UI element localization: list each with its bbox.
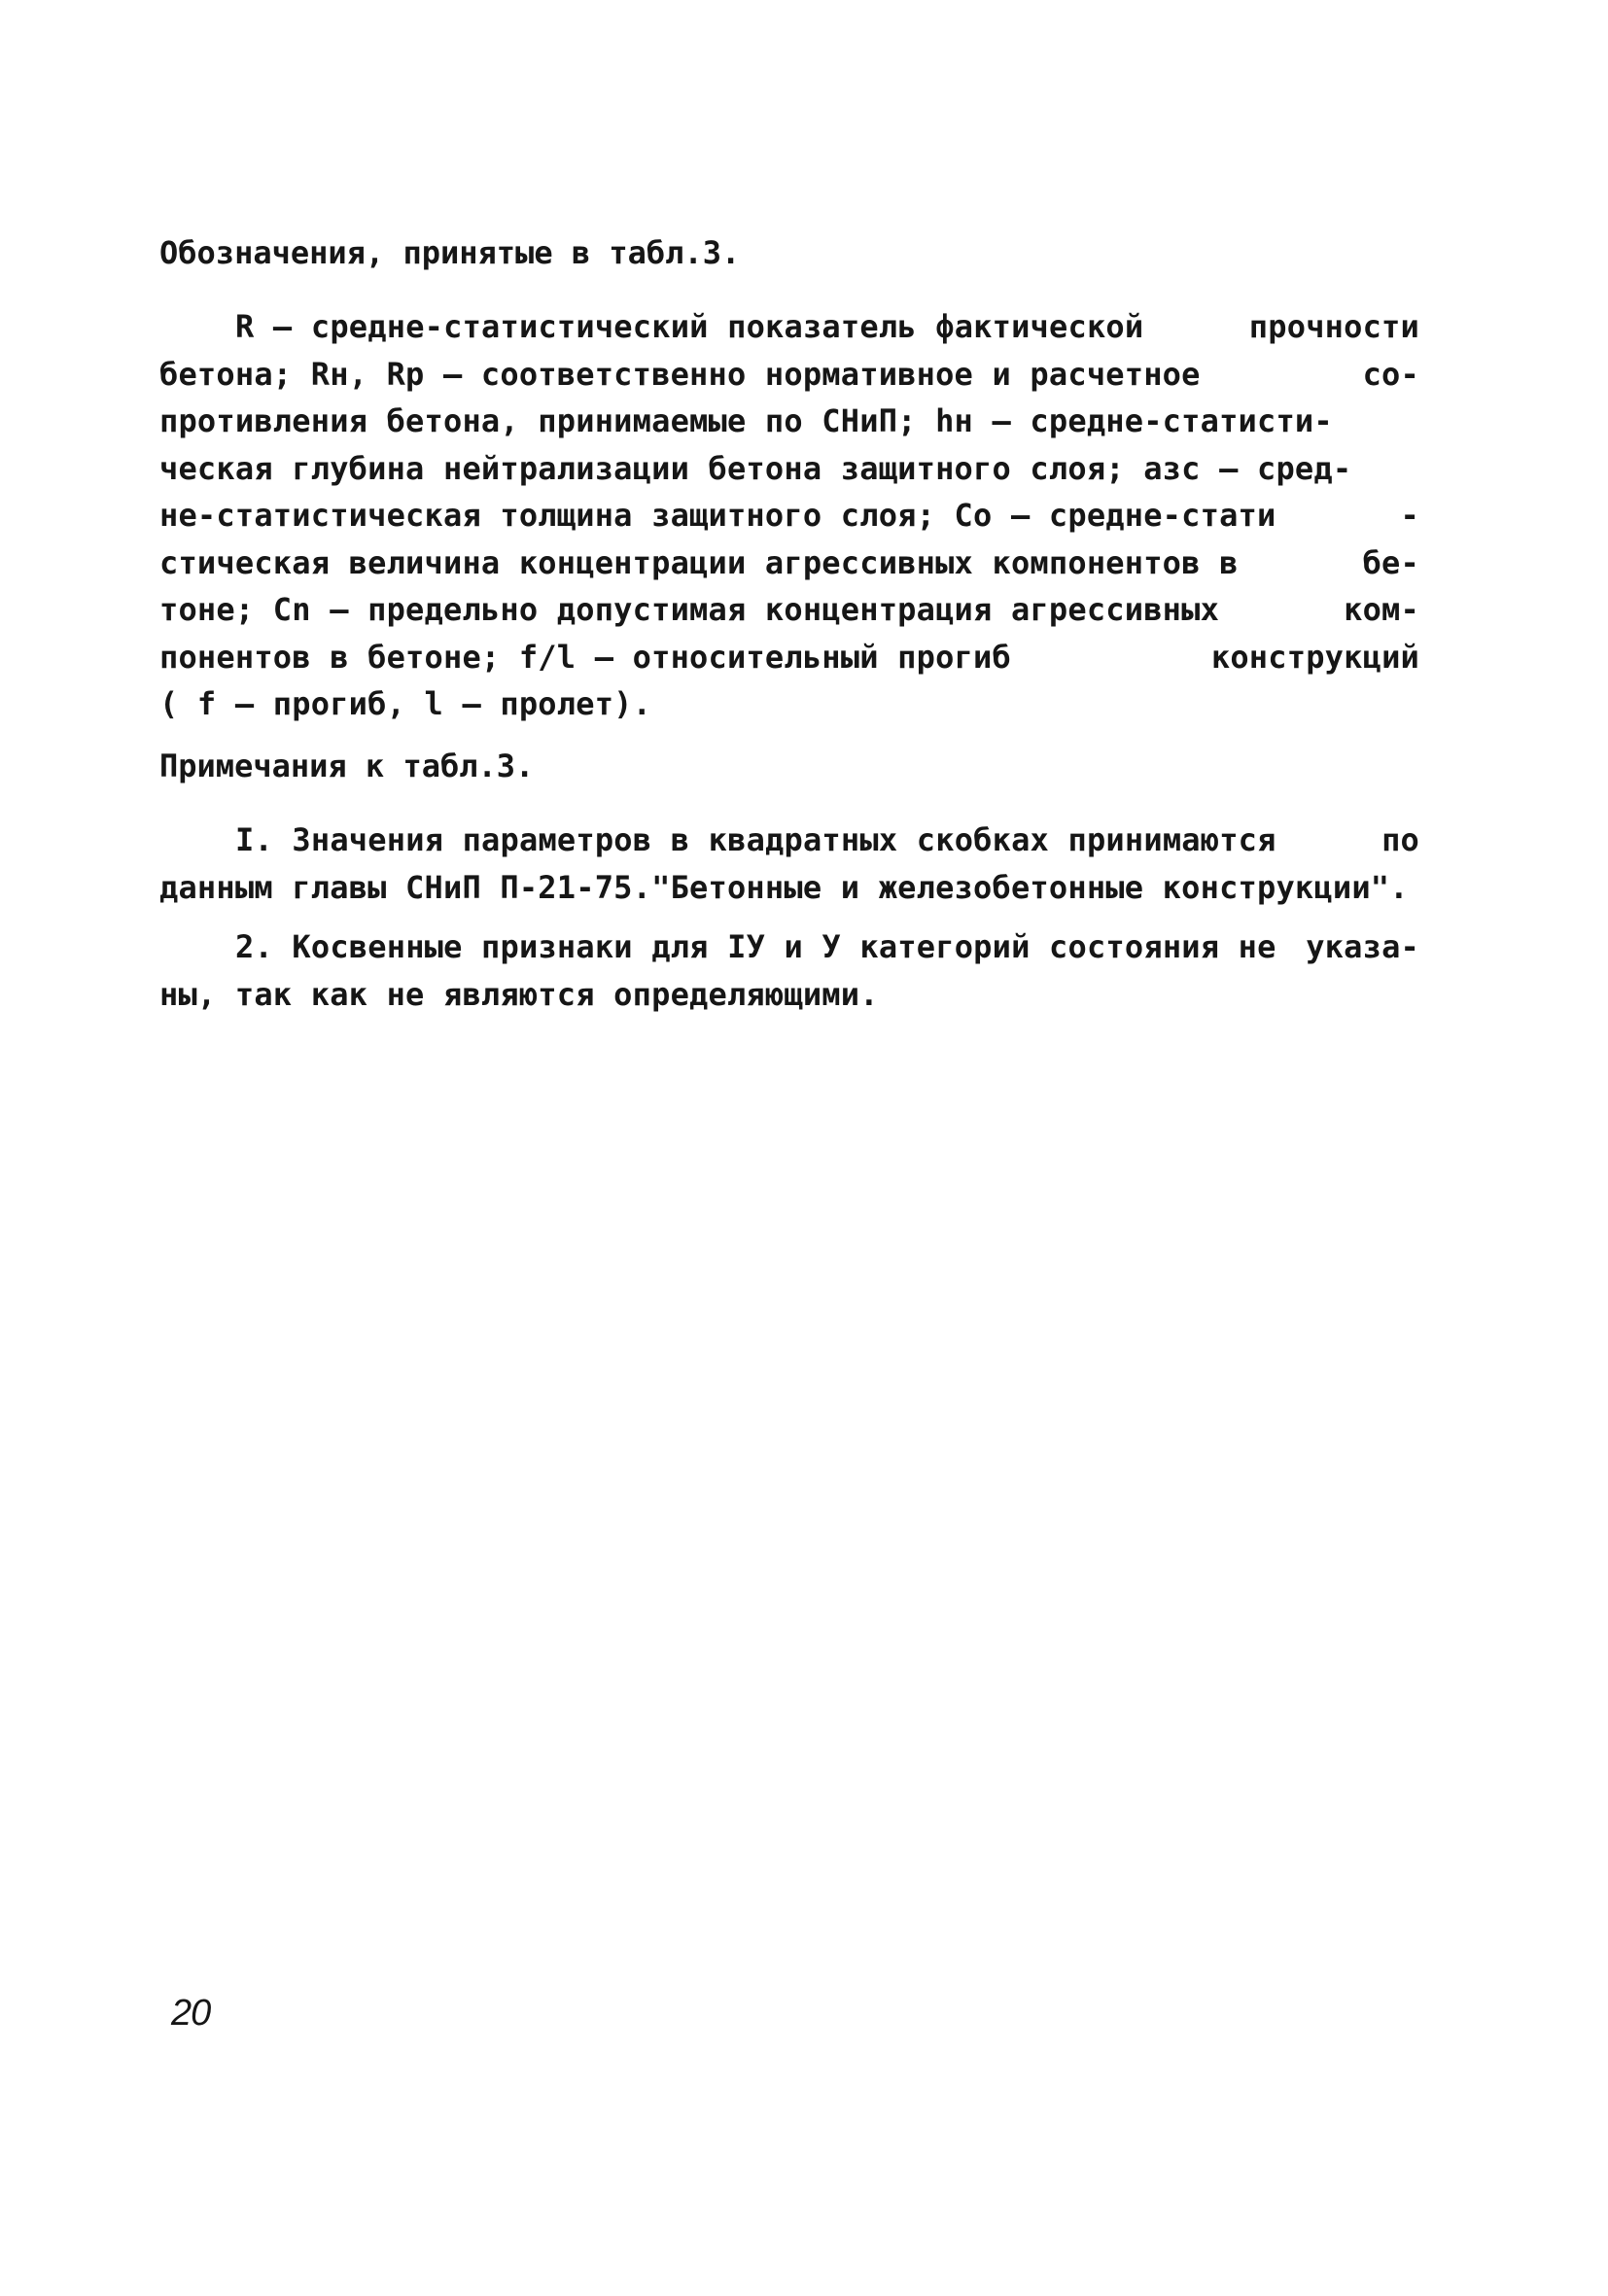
paragraph-line: стическая величина концентрации агрессивных компонентов в бе-	[159, 543, 1419, 581]
note-line: I. Значения параметров в квадратных скобках принимаются по	[235, 821, 1419, 858]
paragraph-line: понентов в бетоне; f/l – относительный прогиб конструкций	[159, 638, 1419, 676]
paragraph-line: ческая глубина нейтрализации бетона защитного слоя; азс – сред-	[159, 449, 1352, 487]
note-line: 2. Косвенные признаки для IУ и У категорий состояния не указа-	[235, 928, 1419, 965]
paragraph-line: тоне; Cn – предельно допустимая концентрация агрессивных ком-	[159, 591, 1419, 628]
paragraph-line: противления бетона, принимаемые по СНиП; hн – средне-статисти-	[159, 402, 1333, 439]
notes-heading: Примечания к табл.3.	[159, 748, 535, 784]
paragraph-line: ( f – прогиб, l – пролет).	[159, 685, 652, 722]
designations-heading: Обозначения, принятые в табл.3.	[159, 234, 741, 271]
note-line: ны, так как не являются определяющими.	[159, 975, 879, 1013]
paragraph-line: R – средне-статистический показатель фактической прочности	[235, 308, 1419, 345]
designations-paragraph	[159, 303, 1419, 728]
note-line: данным главы СНиП П-21-75."Бетонные и железобетонные конструкции".	[159, 868, 1409, 906]
designations-section	[159, 229, 1419, 276]
page-number: 20	[171, 1993, 211, 2034]
note-item	[159, 923, 1419, 1018]
note-item	[159, 817, 1419, 911]
notes-section	[159, 743, 1419, 789]
paragraph-line: не-статистическая толщина защитного слоя; Co – средне-стати -	[159, 497, 1419, 534]
paragraph-line: бетона; Rн, Rр – соответственно нормативное и расчетное со-	[159, 355, 1419, 393]
